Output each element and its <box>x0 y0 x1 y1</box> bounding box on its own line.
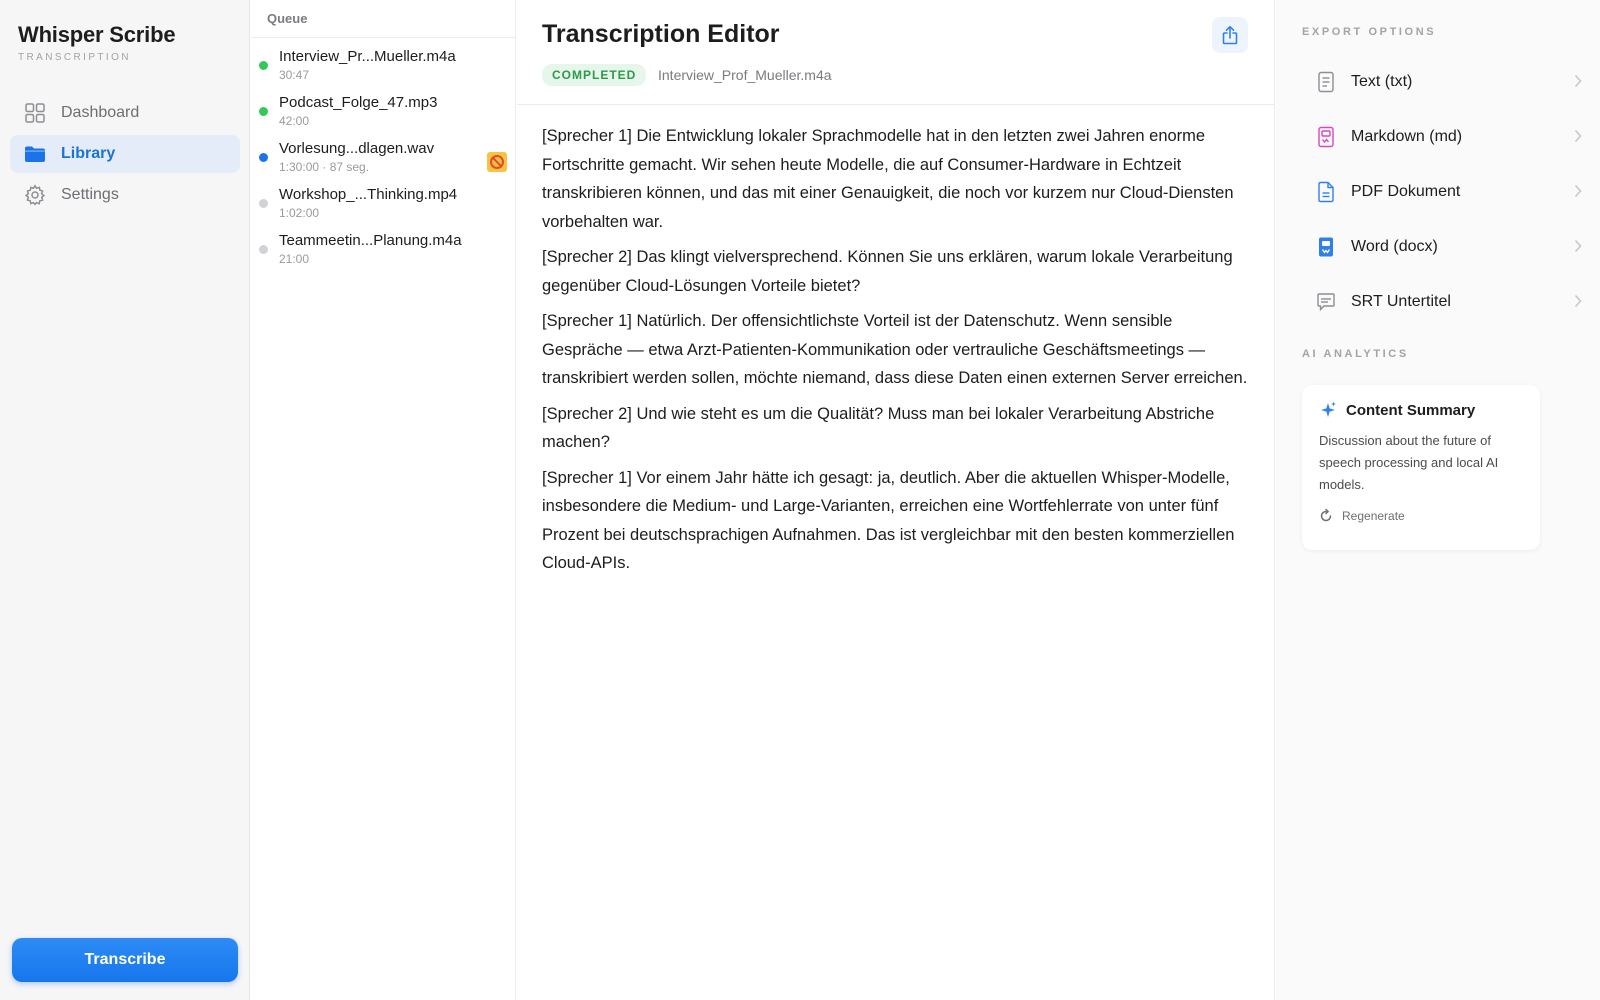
export-label: Text (txt) <box>1351 72 1413 90</box>
ai-analytics-label: AI ANALYTICS <box>1302 348 1409 360</box>
queue-item[interactable] <box>251 40 515 86</box>
sidebar-item-label: Library <box>61 145 116 162</box>
sidebar <box>0 0 250 1000</box>
word-file-icon <box>1316 236 1336 258</box>
summary-title <box>1319 401 1524 419</box>
pdf-file-icon <box>1316 181 1336 203</box>
queue-item-name: Teammeetin...Planung.m4a <box>279 232 462 249</box>
status-dot <box>259 61 268 70</box>
editor-header <box>517 0 1274 105</box>
transcript-paragraph[interactable]: [Sprecher 1] Vor einem Jahr hätte ich gesagt: ja, deutlich. Aber die aktuellen Whisper-Modelle, insbesondere die Medium- und Large-Varianten, erreichen eine Wortfehlerrate von unter fünf Prozent bei deutschsprachigen Aufnahmen. Das ist vergleichbar mit den besten kommerziellen Cloud-APIs. <box>542 468 1235 572</box>
status-dot <box>259 153 268 162</box>
export-srt[interactable] <box>1288 274 1584 329</box>
page-title: Transcription Editor <box>542 20 780 48</box>
queue-header: Queue <box>251 0 515 38</box>
transcription-editor <box>517 0 1275 1000</box>
queue-item-name: Podcast_Folge_47.mp3 <box>279 94 438 111</box>
sidebar-item-settings[interactable] <box>10 176 240 214</box>
markdown-file-icon <box>1316 126 1336 148</box>
queue-item[interactable] <box>251 132 515 178</box>
chevron-right-icon <box>1574 129 1582 143</box>
status-badge: COMPLETED <box>542 64 646 86</box>
queue-item-name: Workshop_...Thinking.mp4 <box>279 186 458 203</box>
queue-panel <box>251 0 516 1000</box>
export-label: Word (docx) <box>1351 237 1438 255</box>
prohibited-icon[interactable] <box>487 152 507 172</box>
chevron-right-icon <box>1574 239 1582 253</box>
export-list <box>1288 54 1584 329</box>
queue-item-name: Vorlesung...dlagen.wav <box>279 140 435 157</box>
chevron-right-icon <box>1574 74 1582 88</box>
export-pdf[interactable] <box>1288 164 1584 219</box>
queue-item[interactable] <box>251 224 515 270</box>
sidebar-item-dashboard[interactable] <box>10 94 240 132</box>
queue-item-meta: 21:00 <box>279 252 310 266</box>
export-options-label: EXPORT OPTIONS <box>1302 26 1437 38</box>
folder-icon <box>24 143 46 165</box>
gear-icon <box>24 184 46 206</box>
queue-item-name: Interview_Pr...Mueller.m4a <box>279 48 456 65</box>
chevron-right-icon <box>1574 184 1582 198</box>
status-dot <box>259 199 268 208</box>
transcript-paragraph[interactable]: [Sprecher 1] Die Entwicklung lokaler Sprachmodelle hat in den letzten zwei Jahren enorme Fortschritte gemacht. Wir sehen heute Modelle, die auf Consumer-Hardware in Echtzeit transkribieren können, und das mit einer Genauigkeit, die noch vor kurzem nur Cloud-Diensten vorbehalten war. <box>542 127 1234 231</box>
export-txt[interactable] <box>1288 54 1584 109</box>
text-file-icon <box>1316 71 1336 93</box>
sidebar-nav <box>10 94 240 217</box>
transcribe-button[interactable]: Transcribe <box>12 938 238 982</box>
sidebar-item-label: Settings <box>61 186 119 203</box>
status-dot <box>259 245 268 254</box>
export-label: Markdown (md) <box>1351 127 1463 145</box>
share-button[interactable] <box>1212 17 1248 53</box>
queue-item-meta: 42:00 <box>279 114 310 128</box>
status-dot <box>259 107 268 116</box>
queue-item-meta: 30:47 <box>279 68 310 82</box>
right-panel <box>1276 0 1600 1000</box>
app-subtitle: TRANSCRIPTION <box>18 52 131 63</box>
app-title: Whisper Scribe <box>18 22 176 47</box>
transcript-text[interactable] <box>517 105 1274 578</box>
queue-item[interactable] <box>251 178 515 224</box>
share-icon <box>1221 25 1239 45</box>
content-summary-card <box>1302 385 1540 550</box>
chevron-right-icon <box>1574 294 1582 308</box>
sidebar-item-label: Dashboard <box>61 104 140 121</box>
regenerate-label: Regenerate <box>1342 509 1405 523</box>
editor-filename: Interview_Prof_Mueller.m4a <box>658 67 832 83</box>
sidebar-item-library[interactable] <box>10 135 240 173</box>
transcript-paragraph[interactable]: [Sprecher 1] Natürlich. Der offensichtlichste Vorteil ist der Datenschutz. Wenn sensible Gespräche — etwa Arzt-Patienten-Kommunikation oder vertrauliche Geschäftsmeetings — transkribiert werden sollen, möchte niemand, dass diese Daten einen externen Server erreichen. <box>542 312 1248 387</box>
sparkle-icon <box>1319 401 1337 419</box>
summary-text: Discussion about the future of speech processing and local AI models. <box>1319 433 1499 492</box>
subtitle-icon <box>1316 291 1336 313</box>
transcript-paragraph[interactable]: [Sprecher 2] Und wie steht es um die Qualität? Muss man bei lokaler Verarbeitung Abstriche machen? <box>542 404 1215 451</box>
transcript-paragraph[interactable]: [Sprecher 2] Das klingt vielversprechend. Können Sie uns erklären, warum lokale Verarbeitung gegenüber Cloud-Lösungen Vorteile bietet? <box>542 248 1233 295</box>
queue-item-meta: 1:30:00 · 87 seg. <box>279 160 370 174</box>
export-label: PDF Dokument <box>1351 182 1461 200</box>
export-label: SRT Untertitel <box>1351 292 1451 310</box>
queue-item[interactable] <box>251 86 515 132</box>
export-markdown[interactable] <box>1288 109 1584 164</box>
export-word[interactable] <box>1288 219 1584 274</box>
refresh-icon <box>1319 509 1333 523</box>
queue-item-meta: 1:02:00 <box>279 206 320 220</box>
summary-title-text: Content Summary <box>1346 401 1476 419</box>
brand <box>18 22 175 63</box>
grid-icon <box>24 102 46 124</box>
regenerate-button[interactable] <box>1319 509 1524 523</box>
